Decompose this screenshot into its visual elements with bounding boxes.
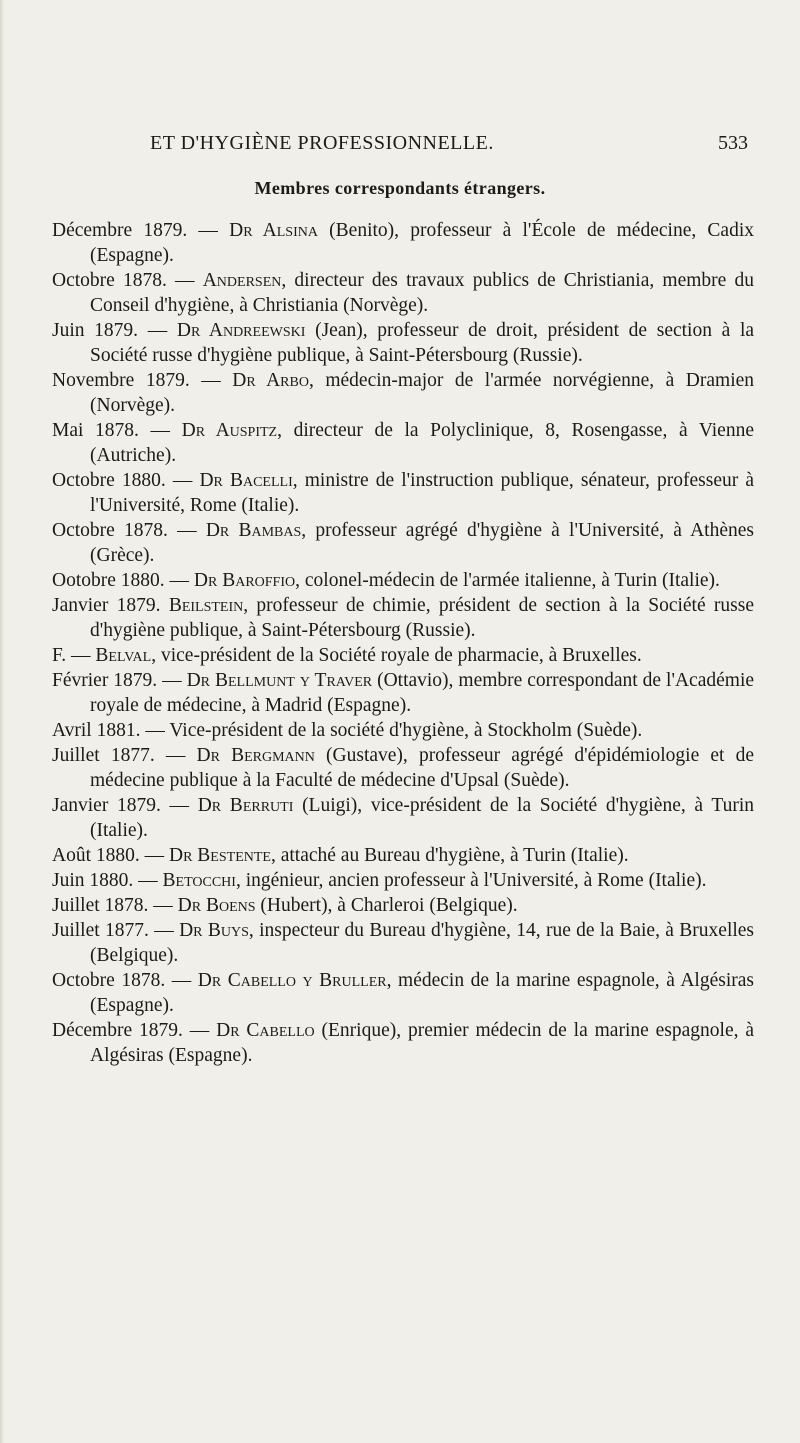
- entry-text: (Hubert), à Charleroi (Belgique).: [260, 895, 518, 916]
- entry-text: (Gustave), professeur agrégé d'épidémiologie et de médecine publique à la Faculté de médecine d'Upsal (Suède).: [90, 745, 755, 791]
- entry-text: Vice-président de la société d'hygiène, à Stockholm (Suède).: [169, 720, 643, 741]
- entry-text: , colonel-médecin de l'armée italienne, à Turin (Italie).: [295, 570, 720, 591]
- entry-name: Belval: [95, 645, 152, 666]
- entry-date: Avril 1881.: [52, 720, 141, 741]
- list-item: Février 1879. — Dr Bellmunt y Traver (Ottavio), membre correspondant de l'Académie royale de médecine, à Madrid (Espagne).: [52, 670, 755, 716]
- entry-name: Dr Cabello y Bruller: [197, 970, 387, 991]
- section-heading: Membres correspondants étrangers.: [254, 178, 546, 198]
- entry-text: , médecin de la marine espagnole, à Algésiras (Espagne).: [90, 970, 754, 1016]
- entry-name: Dr Berruti: [197, 795, 294, 816]
- entry-name: Andersen: [202, 270, 282, 291]
- list-item: Ootobre 1880. — Dr Baroffio, colonel-médecin de l'armée italienne, à Turin (Italie).: [52, 570, 720, 591]
- list-item: Avril 1881. — Vice-président de la société d'hygiène, à Stockholm (Suède).: [52, 720, 643, 741]
- entry-date: Mai 1878.: [52, 420, 139, 441]
- entry-name: Dr Buys: [179, 920, 249, 941]
- entry-name: Dr Cabello: [216, 1020, 315, 1041]
- entry-name: Betocchi: [162, 870, 236, 891]
- list-item: Octobre 1878. — Andersen, directeur des travaux publics de Christiania, membre du Conseil d'hygiène, à Christiania (Norvège).: [52, 270, 754, 316]
- list-item: Juillet 1877. — Dr Bergmann (Gustave), professeur agrégé d'épidémiologie et de médecine publique à la Faculté de médecine d'Upsal (Suède).: [52, 745, 755, 791]
- entry-text: , médecin-major de l'armée norvégienne, à Dramien (Norvège).: [90, 370, 755, 416]
- list-item: [52, 593, 754, 643]
- entry-date: Juillet 1877.: [52, 920, 149, 941]
- entry-date: Novembre 1879.: [52, 370, 190, 391]
- entry-date: Octobre 1878.: [52, 970, 166, 991]
- list-item: Octobre 1880. — Dr Bacelli, ministre de l'instruction publique, sénateur, professeur à l'Université, Rome (Italie).: [52, 470, 754, 516]
- entry-name: Dr Bestente: [169, 845, 271, 866]
- entry-text: (Ottavio), membre correspondant de l'Académie royale de médecine, à Madrid (Espagne).: [90, 670, 755, 716]
- list-item: Juin 1879. — Dr Andreewski (Jean), professeur de droit, président de section à la Société russe d'hygiène publique, à Saint-Pétersbourg (Russie).: [52, 320, 755, 366]
- entry-date: Octobre 1878.: [52, 270, 167, 291]
- list-item: Octobre 1878. — Dr Bambas, professeur agrégé d'hygiène à l'Université, à Athènes (Grèce).: [52, 520, 754, 566]
- entry-name: Dr Auspitz: [181, 420, 278, 441]
- entry-date: Février 1879.: [52, 670, 158, 691]
- entry-text: (Jean), professeur de droit, président de section à la Société russe d'hygiène publique, à Saint-Pétersbourg (Russie).: [90, 320, 755, 366]
- list-item: Décembre 1879. — Dr Alsina (Benito), professeur à l'École de médecine, Cadix (Espagne).: [52, 220, 754, 266]
- entry-date: Juillet 1877.: [52, 745, 155, 766]
- entry-name: Dr Andreewski: [176, 320, 306, 341]
- entry-date: Janvier 1879.: [52, 595, 161, 616]
- entry-name: Dr Alsina: [229, 220, 318, 241]
- entry-text: , professeur de chimie, président de section à la Société russe d'hygiène publique, à Saint-Pétersbourg (Russie).: [90, 595, 755, 641]
- entry-text: , directeur de la Polyclinique, 8, Rosengasse, à Vienne (Autriche).: [90, 420, 754, 466]
- entry-date: Juillet 1878.: [52, 895, 149, 916]
- list-item: Décembre 1879. — Dr Cabello (Enrique), premier médecin de la marine espagnole, à Algésiras (Espagne).: [52, 1020, 755, 1066]
- entry-text: , attaché au Bureau d'hygiène, à Turin (Italie).: [270, 845, 629, 866]
- entry-name: Dr Arbo: [232, 370, 309, 391]
- list-item: Août 1880. — Dr Bestente, attaché au Bureau d'hygiène, à Turin (Italie).: [52, 845, 629, 866]
- entry-text: (Benito), professeur à l'École de médecine, Cadix (Espagne).: [90, 220, 754, 266]
- member-list: [52, 218, 754, 1068]
- entry-date: Janvier 1879.: [52, 795, 161, 816]
- entry-name: Dr Bergmann: [196, 745, 315, 766]
- entry-date: Décembre 1879.: [52, 220, 188, 241]
- entry-name: Dr Bambas: [205, 520, 302, 541]
- page-number: 533: [718, 132, 748, 154]
- list-item: Janvier 1879. — Dr Berruti (Luigi), vice-président de la Société d'hygiène, à Turin (Italie).: [52, 795, 755, 841]
- list-item: Mai 1878. — Dr Auspitz, directeur de la Polyclinique, 8, Rosengasse, à Vienne (Autriche).: [52, 420, 754, 466]
- entry-date: Juin 1879.: [52, 320, 139, 341]
- entry-text: , vice-président de la Société royale de pharmacie, à Bruxelles.: [151, 645, 642, 666]
- list-item: Novembre 1879. — Dr Arbo, médecin-major de l'armée norvégienne, à Dramien (Norvège).: [52, 370, 755, 416]
- entry-name: Dr Bacelli: [199, 470, 293, 491]
- entry-name: Dr Boens: [177, 895, 256, 916]
- entry-name: Dr Baroffio: [193, 570, 296, 591]
- entry-date: Octobre 1878.: [52, 520, 168, 541]
- list-item: F. — Belval, vice-président de la Société royale de pharmacie, à Bruxelles.: [52, 645, 642, 666]
- entry-date: F.: [52, 645, 67, 666]
- entry-text: (Luigi), vice-président de la Société d'hygiène, à Turin (Italie).: [90, 795, 755, 841]
- entry-text: (Enrique), premier médecin de la marine espagnole, à Algésiras (Espagne).: [90, 1020, 755, 1066]
- entry-text: , ingénieur, ancien professeur à l'Université, à Rome (Italie).: [235, 870, 707, 891]
- entry-date: Ootobre 1880.: [52, 570, 165, 591]
- list-item: Juillet 1878. — Dr Boens (Hubert), à Charleroi (Belgique).: [52, 895, 518, 916]
- list-item: Juin 1880. — Betocchi, ingénieur, ancien professeur à l'Université, à Rome (Italie).: [52, 870, 707, 891]
- entry-date: Juin 1880.: [52, 870, 134, 891]
- entry-date: Octobre 1880.: [52, 470, 166, 491]
- entry-text: , directeur des travaux publics de Christiania, membre du Conseil d'hygiène, à Christiania (Norvège).: [90, 270, 754, 316]
- page-edge-shadow: [0, 0, 4, 1443]
- entry-name: Dr Bellmunt y Traver: [186, 670, 373, 691]
- running-title: ET D'HYGIÈNE PROFESSIONNELLE.: [150, 132, 494, 154]
- entry-text: , ministre de l'instruction publique, sénateur, professeur à l'Université, Rome (Italie).: [90, 470, 754, 516]
- entry-date: Août 1880.: [52, 845, 140, 866]
- entry-name: Beilstein: [168, 595, 244, 616]
- entry-date: Décembre 1879.: [52, 1020, 183, 1041]
- entry-text: , inspecteur du Bureau d'hygiène, 14, rue de la Baie, à Bruxelles (Belgique).: [90, 920, 755, 966]
- list-item: Juillet 1877. — Dr Buys, inspecteur du Bureau d'hygiène, 14, rue de la Baie, à Bruxelles (Belgique).: [52, 920, 755, 966]
- entry-text: , professeur agrégé d'hygiène à l'Université, à Athènes (Grèce).: [90, 520, 754, 566]
- list-item: Octobre 1878. — Dr Cabello y Bruller, médecin de la marine espagnole, à Algésiras (Espagne).: [52, 970, 754, 1016]
